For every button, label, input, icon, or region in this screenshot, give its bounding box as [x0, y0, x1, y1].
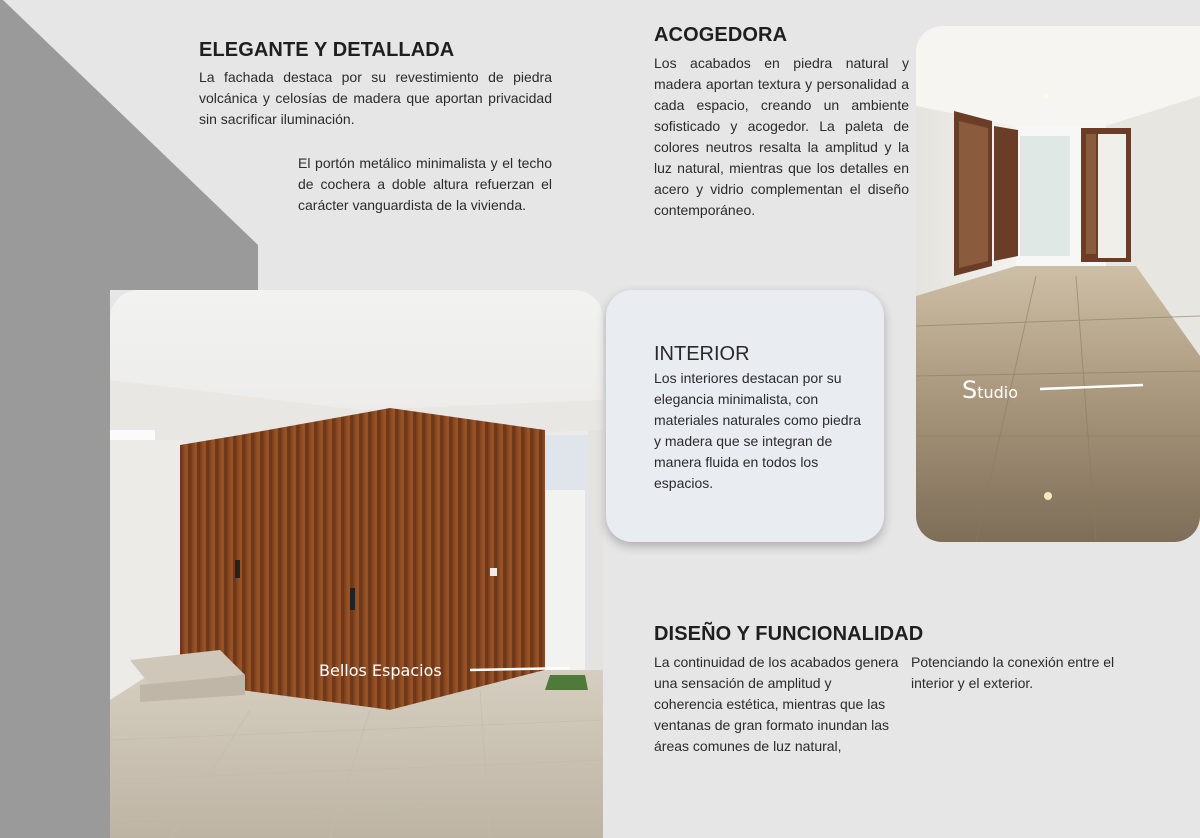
- heading-acogedora: ACOGEDORA: [654, 24, 788, 46]
- paragraph-conexion: Potenciando la conexión entre el interior y el exterior.: [911, 654, 1115, 691]
- paragraph-interior: Los interiores destacan por su elegancia minimalista, con materiales naturales como piedra y madera que se integran de manera fluida en todos los espacios.: [654, 370, 861, 491]
- heading-interior: INTERIOR: [654, 343, 750, 365]
- caption-studio: Studio: [962, 376, 1019, 404]
- paragraph-continuidad: La continuidad de los acabados genera una sensación de amplitud y coherencia estética, mientras que las ventanas de gran formato inundan las áreas comunes de luz natural,: [654, 654, 899, 754]
- studio-hallway-photo: [916, 26, 1200, 542]
- heading-elegante: ELEGANTE Y DETALLADA: [199, 39, 455, 61]
- living-room-photo: [110, 290, 603, 838]
- caption-bellos-espacios: Bellos Espacios: [319, 661, 442, 680]
- paragraph-porton: El portón metálico minimalista y el techo de cochera a doble altura refuerzan el carácter vanguardista de la vivienda.: [298, 155, 552, 213]
- paragraph-acabados: Los acabados en piedra natural y madera aportan textura y personalidad a cada espacio, creando un ambiente sofisticado y acogedor. La paleta de colores neutros resalta la amplitud y la luz natural, mientras que los detalles en acero y vidrio complementan el diseño contemporáneo.: [654, 55, 909, 218]
- paragraph-fachada: La fachada destaca por su revestimiento de piedra volcánica y celosías de madera que aportan privacidad sin sacrificar iluminación.: [199, 69, 552, 127]
- heading-diseno-funcionalidad: DISEÑO Y FUNCIONALIDAD: [654, 623, 924, 645]
